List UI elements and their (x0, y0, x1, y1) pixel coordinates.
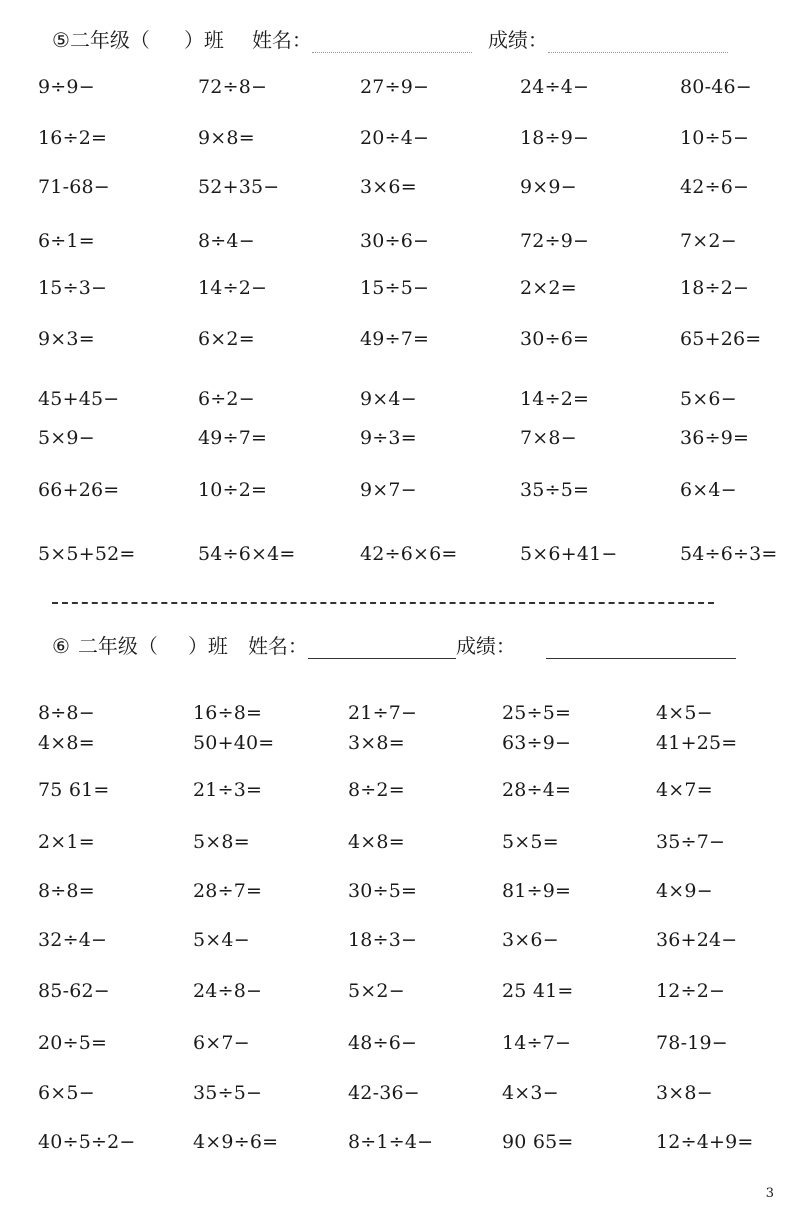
math-problem: 42÷6− (680, 176, 750, 198)
section6-header (52, 630, 736, 659)
math-problem: 14÷2= (520, 388, 590, 410)
math-problem: 8÷8− (38, 702, 95, 724)
math-problem: 36÷9= (680, 427, 750, 449)
math-problem: 72÷8− (198, 76, 268, 98)
math-problem: 63÷9− (502, 732, 572, 754)
math-problem: 16÷8= (193, 702, 263, 724)
math-problem: 20÷4− (360, 127, 430, 149)
math-problem: 18÷2− (680, 277, 750, 299)
math-problem: 25 41= (502, 980, 574, 1002)
math-problem: 8÷8= (38, 880, 95, 902)
math-problem: 5×5= (502, 831, 559, 853)
math-problem: 65+26= (680, 328, 762, 350)
math-problem: 36+24− (656, 929, 738, 951)
math-problem: 28÷7= (193, 880, 263, 902)
math-problem: 25÷5= (502, 702, 572, 724)
math-problem: 35÷7− (656, 831, 726, 853)
math-problem: 42-36− (348, 1082, 420, 1104)
math-problem: 5×4− (193, 929, 250, 951)
math-problem: 49÷7= (360, 328, 430, 350)
class-label: ）班 (187, 634, 228, 658)
math-problem: 18÷9− (520, 127, 590, 149)
math-problem: 4×8= (348, 831, 405, 853)
math-problem: 10÷2= (198, 479, 268, 501)
math-problem: 85-62− (38, 980, 110, 1002)
math-problem: 15÷5− (360, 277, 430, 299)
math-problem: 40÷5÷2− (38, 1131, 136, 1153)
math-problem: 8÷2= (348, 779, 405, 801)
math-problem: 54÷6÷3= (680, 543, 778, 565)
math-problem: 30÷6= (520, 328, 590, 350)
grade-label: 二年级（ (77, 634, 158, 658)
math-problem: 71-68− (38, 176, 110, 198)
math-problem: 45+45− (38, 388, 120, 410)
math-problem: 75 61= (38, 779, 110, 801)
math-problem: 30÷6− (360, 230, 430, 252)
math-problem: 5×6+41− (520, 543, 618, 565)
math-problem: 54÷6×4= (198, 543, 296, 565)
math-problem: 5×9− (38, 427, 95, 449)
math-problem: 9×8= (198, 127, 255, 149)
math-problem: 14÷2− (198, 277, 268, 299)
math-problem: 9÷9− (38, 76, 95, 98)
math-problem: 3×8= (348, 732, 405, 754)
math-problem: 27÷9− (360, 76, 430, 98)
math-problem: 3×6− (502, 929, 559, 951)
score-label: 成绩： (455, 634, 516, 658)
section-mark: ⑥ (52, 634, 70, 658)
page-number: 3 (765, 1186, 774, 1201)
math-problem: 3×6= (360, 176, 417, 198)
name-label: 姓名： (251, 28, 312, 52)
class-label: ）班 (183, 28, 224, 52)
math-problem: 6÷1= (38, 230, 95, 252)
math-problem: 50+40= (193, 732, 275, 754)
math-problem: 72÷9− (520, 230, 590, 252)
math-problem: 12÷2− (656, 980, 726, 1002)
math-problem: 6÷2− (198, 388, 255, 410)
name-label: 姓名： (247, 634, 308, 658)
math-problem: 12÷4+9= (656, 1131, 754, 1153)
math-problem: 2×2= (520, 277, 577, 299)
math-problem: 14÷7− (502, 1032, 572, 1054)
math-problem: 4×5− (656, 702, 713, 724)
math-problem: 5×5+52= (38, 543, 136, 565)
math-problem: 35÷5− (193, 1082, 263, 1104)
grade-label: 二年级（ (69, 28, 150, 52)
math-problem: 24÷4− (520, 76, 590, 98)
math-problem: 20÷5= (38, 1032, 108, 1054)
math-problem: 4×3− (502, 1082, 559, 1104)
math-problem: 10÷5− (680, 127, 750, 149)
math-problem: 6×7− (193, 1032, 250, 1054)
math-problem: 90 65= (502, 1131, 574, 1153)
math-problem: 49÷7= (198, 427, 268, 449)
math-problem: 5×8= (193, 831, 250, 853)
math-problem: 4×9÷6= (193, 1131, 279, 1153)
math-problem: 21÷3= (193, 779, 263, 801)
score-field[interactable] (546, 638, 736, 659)
math-problem: 4×7= (656, 779, 713, 801)
name-field[interactable] (312, 34, 472, 53)
math-problem: 3×8− (656, 1082, 713, 1104)
math-problem: 9×9− (520, 176, 577, 198)
math-problem: 7×2− (680, 230, 737, 252)
section-mark: ⑤ (52, 28, 70, 52)
math-problem: 48÷6− (348, 1032, 418, 1054)
math-problem: 21÷7− (348, 702, 418, 724)
math-problem: 66+26= (38, 479, 120, 501)
math-problem: 9÷3= (360, 427, 417, 449)
math-problem: 6×5− (38, 1082, 95, 1104)
section5-header (52, 24, 728, 53)
section-divider (52, 602, 714, 604)
math-problem: 7×8− (520, 427, 577, 449)
math-problem: 32÷4− (38, 929, 108, 951)
math-problem: 81÷9= (502, 880, 572, 902)
math-problem: 15÷3− (38, 277, 108, 299)
math-problem: 16÷2= (38, 127, 108, 149)
math-problem: 9×3= (38, 328, 95, 350)
math-problem: 28÷4= (502, 779, 572, 801)
math-problem: 80-46− (680, 76, 752, 98)
math-problem: 35÷5= (520, 479, 590, 501)
math-problem: 52+35− (198, 176, 280, 198)
score-field[interactable] (548, 34, 728, 53)
math-problem: 42÷6×6= (360, 543, 458, 565)
math-problem: 2×1= (38, 831, 95, 853)
math-problem: 9×4− (360, 388, 417, 410)
math-problem: 5×2− (348, 980, 405, 1002)
math-problem: 24÷8− (193, 980, 263, 1002)
math-problem: 4×8= (38, 732, 95, 754)
name-field[interactable] (308, 638, 456, 659)
math-problem: 78-19− (656, 1032, 728, 1054)
math-problem: 41+25= (656, 732, 738, 754)
math-problem: 8÷4− (198, 230, 255, 252)
score-label: 成绩： (487, 28, 548, 52)
math-problem: 8÷1÷4− (348, 1131, 434, 1153)
math-problem: 6×2= (198, 328, 255, 350)
math-problem: 9×7− (360, 479, 417, 501)
math-problem: 4×9− (656, 880, 713, 902)
math-problem: 5×6− (680, 388, 737, 410)
math-problem: 30÷5= (348, 880, 418, 902)
math-problem: 18÷3− (348, 929, 418, 951)
math-problem: 6×4− (680, 479, 737, 501)
